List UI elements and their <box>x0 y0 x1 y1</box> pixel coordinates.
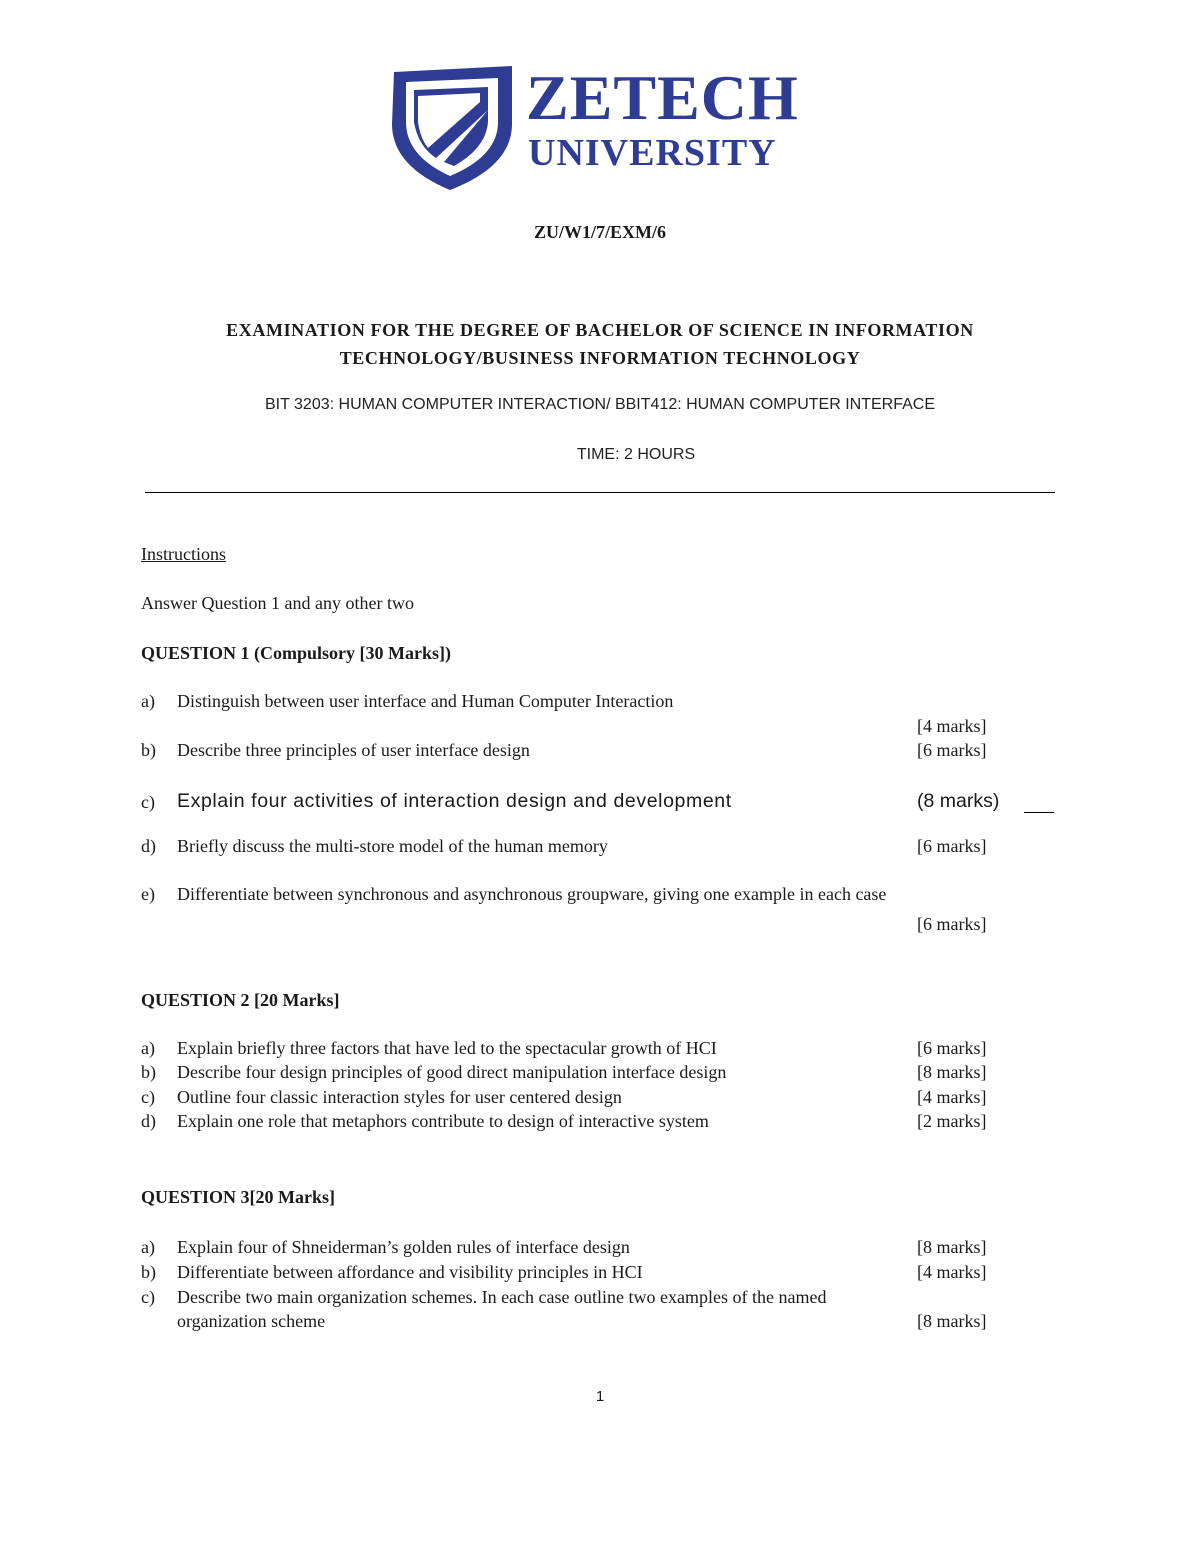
exam-title-line-2: TECHNOLOGY/BUSINESS INFORMATION TECHNOLOGY <box>339 348 861 368</box>
q2-c-text: Outline four classic interaction styles for user centered design <box>177 1087 622 1107</box>
exam-title <box>0 316 1200 372</box>
q2-a-label: a) <box>141 1038 155 1058</box>
q2-b-label: b) <box>141 1062 156 1082</box>
q1-a-marks: [4 marks] <box>917 716 987 736</box>
q3-b-label: b) <box>141 1262 156 1282</box>
q1-d-label: d) <box>141 836 156 856</box>
q3-c-text-continued: organization scheme <box>177 1311 326 1331</box>
q1-a-text: Distinguish between user interface and Human Computer Interaction <box>177 691 674 711</box>
q1-c-label: c) <box>141 792 155 812</box>
q1-e-label: e) <box>141 884 155 904</box>
q1-b-marks: [6 marks] <box>917 740 987 760</box>
q2-d-text: Explain one role that metaphors contribute to design of interactive system <box>177 1111 709 1131</box>
q1-e-marks: [6 marks] <box>917 914 987 934</box>
q3-b-text: Differentiate between affordance and visibility principles in HCI <box>177 1262 643 1282</box>
q2-b-text: Describe four design principles of good direct manipulation interface design <box>177 1062 727 1082</box>
q3-a-marks: [8 marks] <box>917 1237 987 1257</box>
instructions-heading: Instructions <box>141 544 226 564</box>
q3-c-marks: [8 marks] <box>917 1311 987 1331</box>
page-number: 1 <box>595 1388 605 1405</box>
q2-a-marks: [6 marks] <box>917 1038 987 1058</box>
header-divider <box>145 492 1055 493</box>
question-2-title: QUESTION 2 [20 Marks] <box>141 990 340 1010</box>
q3-a-text: Explain four of Shneiderman’s golden rules of interface design <box>177 1237 630 1257</box>
shield-icon <box>388 62 518 192</box>
q1-b-label: b) <box>141 740 156 760</box>
q3-b-marks: [4 marks] <box>917 1262 987 1282</box>
q3-a-label: a) <box>141 1237 155 1257</box>
q1-c-text: Explain four activities of interaction design and development <box>177 790 732 812</box>
q2-d-marks: [2 marks] <box>917 1111 987 1131</box>
q2-a-text: Explain briefly three factors that have led to the spectacular growth of HCI <box>177 1038 717 1058</box>
instructions-text: Answer Question 1 and any other two <box>141 593 414 613</box>
q2-c-marks: [4 marks] <box>917 1087 987 1107</box>
q1-d-marks: [6 marks] <box>917 836 987 856</box>
course-title: BIT 3203: HUMAN COMPUTER INTERACTION/ BBIT412: HUMAN COMPUTER INTERFACE <box>264 396 936 413</box>
university-logo <box>388 62 808 192</box>
q2-b-marks: [8 marks] <box>917 1062 987 1082</box>
question-3-title: QUESTION 3[20 Marks] <box>141 1187 336 1207</box>
q1-a-label: a) <box>141 691 155 711</box>
q2-d-label: d) <box>141 1111 156 1131</box>
q3-c-text: Describe two main organization schemes. In each case outline two examples of the named <box>177 1287 827 1307</box>
q3-c-label: c) <box>141 1287 155 1307</box>
q1-d-text: Briefly discuss the multi-store model of the human memory <box>177 836 608 856</box>
question-1-title: QUESTION 1 (Compulsory [30 Marks]) <box>141 643 452 663</box>
logo-text-university: UNIVERSITY <box>528 132 777 174</box>
q1-c-trailing-line <box>1024 812 1054 813</box>
q1-b-text: Describe three principles of user interface design <box>177 740 530 760</box>
exam-time: TIME: 2 HOURS <box>576 446 696 463</box>
q1-e-text: Differentiate between synchronous and asynchronous groupware, giving one example in each case <box>177 884 887 904</box>
q2-c-label: c) <box>141 1087 155 1107</box>
logo-text-zetech: ZETECH <box>526 62 799 133</box>
exam-title-line-1: EXAMINATION FOR THE DEGREE OF BACHELOR OF SCIENCE IN INFORMATION <box>226 320 974 340</box>
q1-c-marks: (8 marks) <box>917 790 1000 812</box>
exam-code: ZU/W1/7/EXM/6 <box>533 222 666 242</box>
